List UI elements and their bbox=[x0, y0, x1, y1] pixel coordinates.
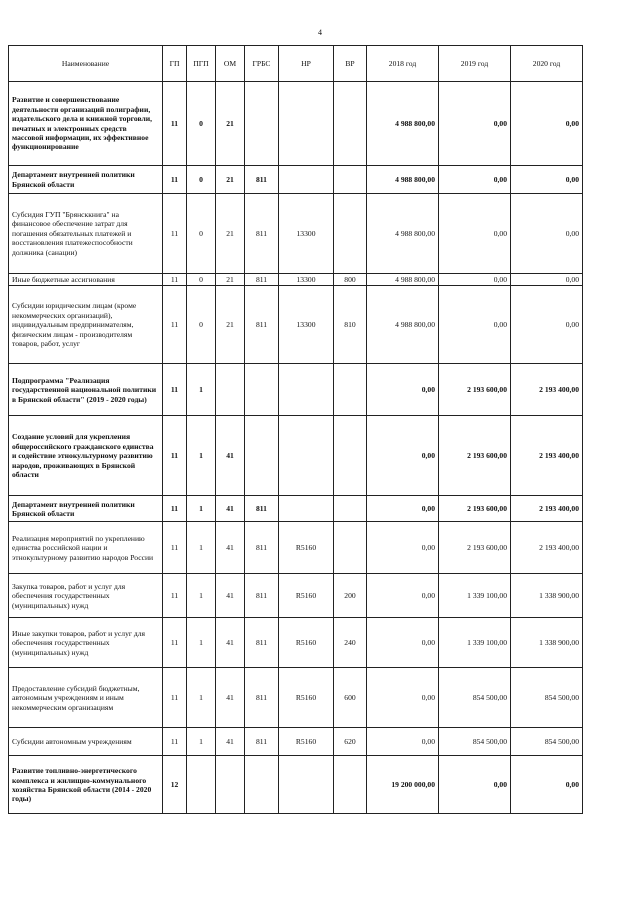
cell-pgp: 1 bbox=[187, 618, 216, 668]
cell-grbs: 811 bbox=[245, 728, 279, 756]
cell-gp: 11 bbox=[163, 416, 187, 496]
table-row bbox=[9, 728, 583, 756]
cell-name: Департамент внутренней политики Брянской области bbox=[9, 166, 163, 194]
cell-gp: 11 bbox=[163, 668, 187, 728]
cell-om bbox=[216, 364, 245, 416]
page-number: 4 bbox=[318, 28, 322, 37]
cell-nr bbox=[279, 82, 334, 166]
cell-grbs bbox=[245, 364, 279, 416]
cell-2020: 0,00 bbox=[511, 274, 583, 286]
cell-vr: 240 bbox=[334, 618, 367, 668]
cell-nr bbox=[279, 364, 334, 416]
cell-vr bbox=[334, 522, 367, 574]
cell-name: Закупка товаров, работ и услуг для обеспечения государственных (муниципальных) нужд bbox=[9, 574, 163, 618]
cell-om: 21 bbox=[216, 274, 245, 286]
header-om: ОМ bbox=[216, 46, 245, 82]
cell-pgp: 1 bbox=[187, 364, 216, 416]
cell-2019: 1 339 100,00 bbox=[439, 618, 511, 668]
cell-om: 41 bbox=[216, 496, 245, 522]
cell-om: 41 bbox=[216, 522, 245, 574]
header-grbs: ГРБС bbox=[245, 46, 279, 82]
cell-name: Иные бюджетные ассигнования bbox=[9, 274, 163, 286]
cell-om: 41 bbox=[216, 574, 245, 618]
cell-gp: 11 bbox=[163, 82, 187, 166]
cell-vr: 600 bbox=[334, 668, 367, 728]
cell-2019: 854 500,00 bbox=[439, 728, 511, 756]
cell-2020: 854 500,00 bbox=[511, 728, 583, 756]
cell-2018: 19 200 000,00 bbox=[367, 756, 439, 814]
cell-nr: 13300 bbox=[279, 274, 334, 286]
cell-grbs: 811 bbox=[245, 286, 279, 364]
cell-pgp bbox=[187, 756, 216, 814]
cell-name: Реализация мероприятий по укреплению единства российской нации и этнокультурному развитию народов России bbox=[9, 522, 163, 574]
cell-2020: 0,00 bbox=[511, 286, 583, 364]
header-nr: НР bbox=[279, 46, 334, 82]
cell-grbs: 811 bbox=[245, 496, 279, 522]
cell-pgp: 1 bbox=[187, 728, 216, 756]
cell-2020: 2 193 400,00 bbox=[511, 496, 583, 522]
cell-2020: 2 193 400,00 bbox=[511, 416, 583, 496]
cell-2020: 0,00 bbox=[511, 82, 583, 166]
cell-vr: 620 bbox=[334, 728, 367, 756]
cell-nr: 13300 bbox=[279, 194, 334, 274]
cell-gp: 11 bbox=[163, 618, 187, 668]
cell-nr bbox=[279, 416, 334, 496]
cell-gp: 11 bbox=[163, 166, 187, 194]
cell-2019: 0,00 bbox=[439, 756, 511, 814]
cell-2019: 2 193 600,00 bbox=[439, 496, 511, 522]
cell-name: Создание условий для укрепления общероссийского гражданского единства и содействие этнокультурному развитию народов, проживающих в Брянской области bbox=[9, 416, 163, 496]
cell-om: 21 bbox=[216, 194, 245, 274]
cell-2018: 4 988 800,00 bbox=[367, 274, 439, 286]
cell-2018: 0,00 bbox=[367, 416, 439, 496]
cell-grbs: 811 bbox=[245, 274, 279, 286]
header-gp: ГП bbox=[163, 46, 187, 82]
cell-pgp: 0 bbox=[187, 194, 216, 274]
header-2018: 2018 год bbox=[367, 46, 439, 82]
cell-vr bbox=[334, 194, 367, 274]
cell-gp: 11 bbox=[163, 496, 187, 522]
cell-name: Подпрограмма "Реализация государственной национальной политики в Брянской области" (2019 - 2020 годы) bbox=[9, 364, 163, 416]
cell-nr: R5160 bbox=[279, 574, 334, 618]
cell-name: Субсидии юридическим лицам (кроме некоммерческих организаций), индивидуальным предпринимателям, физическим лицам - производителям товаров, работ, услуг bbox=[9, 286, 163, 364]
table-row bbox=[9, 618, 583, 668]
header-2019: 2019 год bbox=[439, 46, 511, 82]
cell-om: 41 bbox=[216, 618, 245, 668]
cell-2019: 2 193 600,00 bbox=[439, 416, 511, 496]
cell-vr: 810 bbox=[334, 286, 367, 364]
cell-pgp: 1 bbox=[187, 496, 216, 522]
cell-nr bbox=[279, 166, 334, 194]
cell-gp: 11 bbox=[163, 274, 187, 286]
table-row bbox=[9, 574, 583, 618]
table-row bbox=[9, 756, 583, 814]
cell-pgp: 0 bbox=[187, 166, 216, 194]
cell-nr: R5160 bbox=[279, 618, 334, 668]
header-row bbox=[9, 46, 583, 82]
cell-vr bbox=[334, 756, 367, 814]
cell-2018: 0,00 bbox=[367, 618, 439, 668]
table-row bbox=[9, 364, 583, 416]
cell-name: Развитие и совершенствование деятельности организаций полиграфии, издательского дела и книжной торговли, печатных и электронных средств массовой информации, их эффективное функционирование bbox=[9, 82, 163, 166]
cell-2020: 2 193 400,00 bbox=[511, 364, 583, 416]
table-row bbox=[9, 496, 583, 522]
cell-2019: 0,00 bbox=[439, 166, 511, 194]
cell-2019: 0,00 bbox=[439, 194, 511, 274]
cell-name: Иные закупки товаров, работ и услуг для обеспечения государственных (муниципальных) нужд bbox=[9, 618, 163, 668]
cell-2020: 0,00 bbox=[511, 166, 583, 194]
cell-om: 21 bbox=[216, 82, 245, 166]
cell-2018: 4 988 800,00 bbox=[367, 194, 439, 274]
cell-2018: 4 988 800,00 bbox=[367, 82, 439, 166]
table-row bbox=[9, 416, 583, 496]
cell-2019: 0,00 bbox=[439, 286, 511, 364]
cell-grbs: 811 bbox=[245, 194, 279, 274]
table-row bbox=[9, 274, 583, 286]
header-name: Наименование bbox=[9, 46, 163, 82]
cell-gp: 11 bbox=[163, 574, 187, 618]
cell-name: Департамент внутренней политики Брянской области bbox=[9, 496, 163, 522]
cell-gp: 11 bbox=[163, 364, 187, 416]
table-row bbox=[9, 522, 583, 574]
cell-vr bbox=[334, 82, 367, 166]
cell-nr bbox=[279, 756, 334, 814]
cell-2018: 0,00 bbox=[367, 496, 439, 522]
cell-nr: R5160 bbox=[279, 728, 334, 756]
cell-gp: 12 bbox=[163, 756, 187, 814]
cell-pgp: 1 bbox=[187, 574, 216, 618]
cell-2019: 0,00 bbox=[439, 82, 511, 166]
cell-grbs bbox=[245, 416, 279, 496]
cell-2020: 2 193 400,00 bbox=[511, 522, 583, 574]
cell-nr: R5160 bbox=[279, 522, 334, 574]
cell-2020: 0,00 bbox=[511, 756, 583, 814]
cell-grbs: 811 bbox=[245, 574, 279, 618]
cell-2018: 0,00 bbox=[367, 574, 439, 618]
cell-grbs bbox=[245, 82, 279, 166]
cell-om: 41 bbox=[216, 668, 245, 728]
cell-2019: 0,00 bbox=[439, 274, 511, 286]
cell-grbs: 811 bbox=[245, 166, 279, 194]
cell-grbs: 811 bbox=[245, 618, 279, 668]
cell-2018: 0,00 bbox=[367, 728, 439, 756]
table-row bbox=[9, 166, 583, 194]
cell-2020: 854 500,00 bbox=[511, 668, 583, 728]
cell-pgp: 1 bbox=[187, 668, 216, 728]
cell-2019: 854 500,00 bbox=[439, 668, 511, 728]
table-row bbox=[9, 668, 583, 728]
cell-grbs: 811 bbox=[245, 668, 279, 728]
cell-nr: R5160 bbox=[279, 668, 334, 728]
cell-pgp: 1 bbox=[187, 416, 216, 496]
table-row bbox=[9, 194, 583, 274]
cell-grbs bbox=[245, 756, 279, 814]
cell-om: 21 bbox=[216, 166, 245, 194]
cell-gp: 11 bbox=[163, 522, 187, 574]
cell-2018: 4 988 800,00 bbox=[367, 166, 439, 194]
cell-name: Предоставление субсидий бюджетным, автономным учреждениям и иным некоммерческим организациям bbox=[9, 668, 163, 728]
cell-vr: 200 bbox=[334, 574, 367, 618]
budget-table bbox=[8, 45, 583, 814]
cell-pgp: 0 bbox=[187, 274, 216, 286]
cell-vr bbox=[334, 496, 367, 522]
cell-pgp: 0 bbox=[187, 82, 216, 166]
table-row bbox=[9, 82, 583, 166]
cell-2019: 1 339 100,00 bbox=[439, 574, 511, 618]
cell-vr bbox=[334, 166, 367, 194]
cell-om: 41 bbox=[216, 416, 245, 496]
cell-om bbox=[216, 756, 245, 814]
cell-pgp: 1 bbox=[187, 522, 216, 574]
table-row bbox=[9, 286, 583, 364]
cell-vr: 800 bbox=[334, 274, 367, 286]
cell-gp: 11 bbox=[163, 194, 187, 274]
cell-2020: 1 338 900,00 bbox=[511, 618, 583, 668]
cell-2020: 0,00 bbox=[511, 194, 583, 274]
cell-2020: 1 338 900,00 bbox=[511, 574, 583, 618]
cell-grbs: 811 bbox=[245, 522, 279, 574]
cell-nr bbox=[279, 496, 334, 522]
cell-2018: 0,00 bbox=[367, 668, 439, 728]
cell-om: 21 bbox=[216, 286, 245, 364]
header-pgp: ПГП bbox=[187, 46, 216, 82]
cell-name: Субсидия ГУП "Брянсккнига" на финансовое обеспечение затрат для погашения обязательных платежей и восстановления платежеспособности должника (санации) bbox=[9, 194, 163, 274]
cell-pgp: 0 bbox=[187, 286, 216, 364]
cell-vr bbox=[334, 416, 367, 496]
cell-gp: 11 bbox=[163, 286, 187, 364]
cell-2018: 0,00 bbox=[367, 364, 439, 416]
cell-2018: 0,00 bbox=[367, 522, 439, 574]
cell-name: Развитие топливно-энергетического комплекса и жилищно-коммунального хозяйства Брянской области (2014 - 2020 годы) bbox=[9, 756, 163, 814]
cell-name: Субсидии автономным учреждениям bbox=[9, 728, 163, 756]
cell-2018: 4 988 800,00 bbox=[367, 286, 439, 364]
cell-vr bbox=[334, 364, 367, 416]
cell-2019: 2 193 600,00 bbox=[439, 364, 511, 416]
cell-nr: 13300 bbox=[279, 286, 334, 364]
cell-gp: 11 bbox=[163, 728, 187, 756]
header-vr: ВР bbox=[334, 46, 367, 82]
cell-om: 41 bbox=[216, 728, 245, 756]
header-2020: 2020 год bbox=[511, 46, 583, 82]
cell-2019: 2 193 600,00 bbox=[439, 522, 511, 574]
